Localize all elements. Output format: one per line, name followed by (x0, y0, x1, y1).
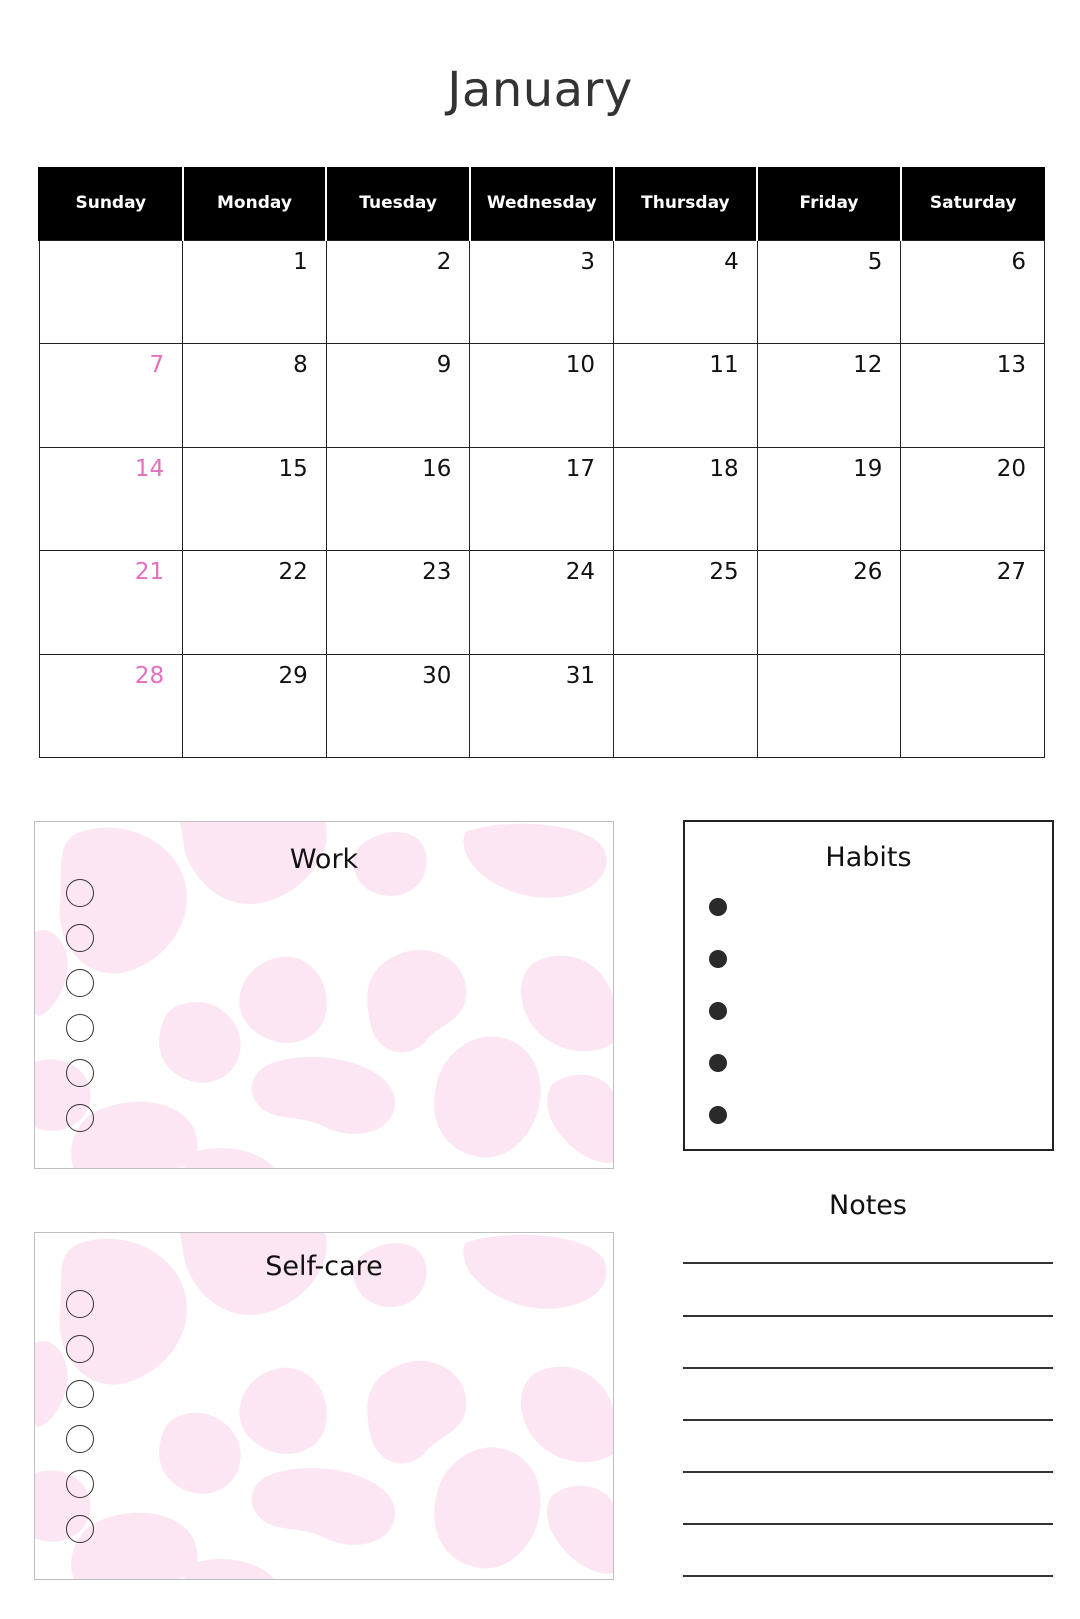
day-cell[interactable]: 7 (39, 344, 183, 448)
habits-panel (683, 820, 1054, 1151)
weekday-sunday: Sunday (39, 167, 183, 240)
day-cell[interactable]: 26 (757, 551, 901, 655)
day-cell[interactable]: 20 (901, 447, 1045, 551)
weekday-saturday: Saturday (901, 167, 1045, 240)
day-cell[interactable]: 22 (183, 551, 327, 655)
bullet-dot (709, 950, 727, 968)
work-title: Work (289, 844, 359, 875)
day-cell[interactable]: 16 (326, 447, 470, 551)
weekday-header-row (39, 167, 1045, 240)
day-cell[interactable]: 13 (901, 344, 1045, 448)
day-cell[interactable]: 11 (614, 344, 758, 448)
day-cell[interactable]: 10 (470, 344, 614, 448)
day-cell[interactable] (901, 654, 1045, 758)
day-cell[interactable]: 2 (326, 240, 470, 344)
day-cell[interactable] (757, 654, 901, 758)
note-line[interactable] (683, 1523, 1053, 1525)
work-checklist (66, 879, 94, 1149)
day-cell[interactable] (39, 240, 183, 344)
day-cell[interactable]: 23 (326, 551, 470, 655)
day-cell[interactable]: 4 (614, 240, 758, 344)
day-cell[interactable]: 6 (901, 240, 1045, 344)
checkbox-circle[interactable] (66, 1059, 94, 1087)
checkbox-circle[interactable] (66, 879, 94, 907)
checkbox-circle[interactable] (66, 969, 94, 997)
note-line[interactable] (683, 1575, 1053, 1577)
day-cell[interactable]: 1 (183, 240, 327, 344)
checkbox-circle[interactable] (66, 924, 94, 952)
checkbox-circle[interactable] (66, 1380, 94, 1408)
day-cell[interactable]: 17 (470, 447, 614, 551)
checkbox-circle[interactable] (66, 1335, 94, 1363)
day-cell[interactable]: 18 (614, 447, 758, 551)
day-cell[interactable]: 21 (39, 551, 183, 655)
day-cell[interactable]: 14 (39, 447, 183, 551)
weekday-wednesday: Wednesday (470, 167, 614, 240)
day-cell[interactable]: 9 (326, 344, 470, 448)
checkbox-circle[interactable] (66, 1290, 94, 1318)
note-line[interactable] (683, 1419, 1053, 1421)
day-cell[interactable]: 8 (183, 344, 327, 448)
day-cell[interactable] (614, 654, 758, 758)
day-cell[interactable]: 19 (757, 447, 901, 551)
day-cell[interactable]: 30 (326, 654, 470, 758)
weekday-thursday: Thursday (614, 167, 758, 240)
calendar-week-row (39, 240, 1045, 344)
bullet-dot (709, 1002, 727, 1020)
habits-title: Habits (825, 842, 912, 873)
day-cell[interactable]: 27 (901, 551, 1045, 655)
checkbox-circle[interactable] (66, 1515, 94, 1543)
day-cell[interactable]: 29 (183, 654, 327, 758)
calendar-week-row (39, 344, 1045, 448)
day-cell[interactable]: 5 (757, 240, 901, 344)
day-cell[interactable]: 15 (183, 447, 327, 551)
bullet-dot (709, 1054, 727, 1072)
checkbox-circle[interactable] (66, 1425, 94, 1453)
work-panel (34, 821, 614, 1169)
checkbox-circle[interactable] (66, 1104, 94, 1132)
habits-list (709, 898, 727, 1158)
note-line[interactable] (683, 1471, 1053, 1473)
calendar-week-row (39, 447, 1045, 551)
bullet-dot (709, 1106, 727, 1124)
bullet-dot (709, 898, 727, 916)
note-line[interactable] (683, 1315, 1053, 1317)
notes-title: Notes (829, 1190, 907, 1221)
selfcare-checklist (66, 1290, 94, 1560)
day-cell[interactable]: 31 (470, 654, 614, 758)
note-line[interactable] (683, 1367, 1053, 1369)
calendar-week-row (39, 551, 1045, 655)
note-line[interactable] (683, 1262, 1053, 1264)
day-cell[interactable]: 28 (39, 654, 183, 758)
day-cell[interactable]: 25 (614, 551, 758, 655)
day-cell[interactable]: 24 (470, 551, 614, 655)
checkbox-circle[interactable] (66, 1470, 94, 1498)
month-calendar (38, 167, 1045, 758)
weekday-tuesday: Tuesday (326, 167, 470, 240)
day-cell[interactable]: 3 (470, 240, 614, 344)
day-cell[interactable]: 12 (757, 344, 901, 448)
pink-blob-pattern (35, 1233, 614, 1580)
weekday-friday: Friday (757, 167, 901, 240)
selfcare-title: Self-care (265, 1251, 383, 1282)
weekday-monday: Monday (183, 167, 327, 240)
checkbox-circle[interactable] (66, 1014, 94, 1042)
selfcare-panel (34, 1232, 614, 1580)
month-title: January (447, 62, 633, 118)
calendar-week-row (39, 654, 1045, 758)
